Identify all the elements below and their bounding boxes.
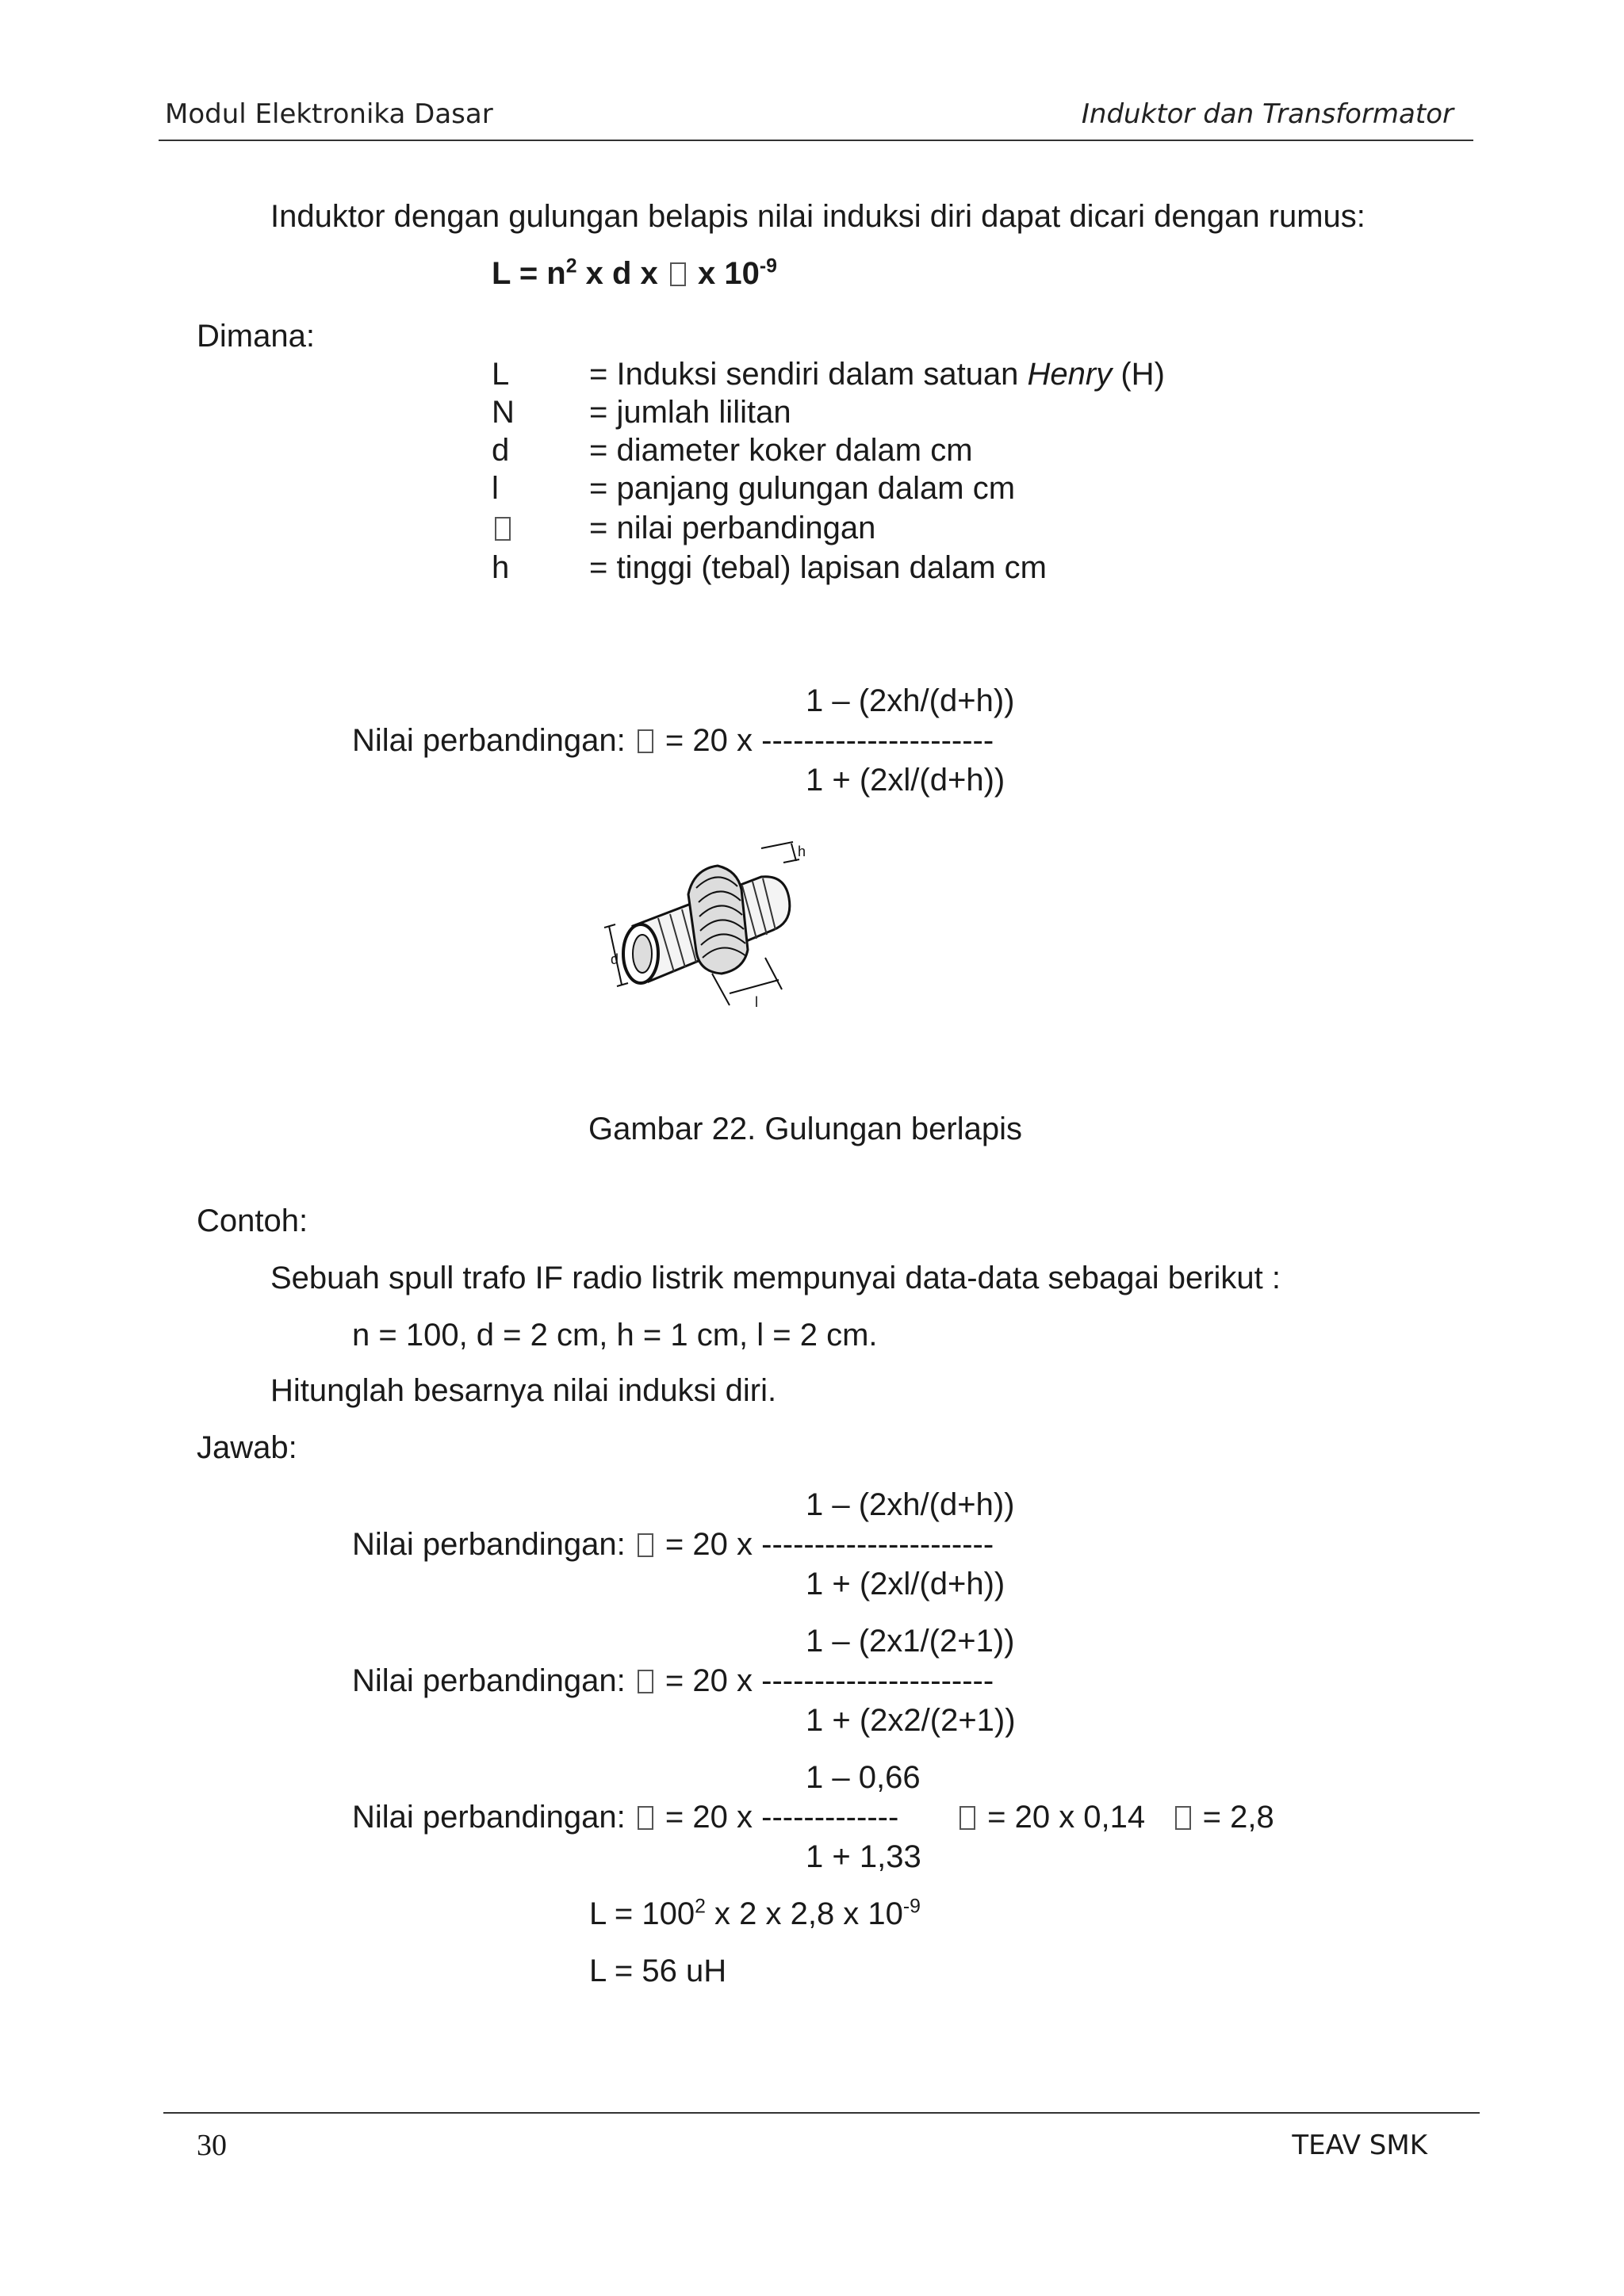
mu-symbol-icon bbox=[495, 517, 511, 541]
def-desc-h: = tinggi (tebal) lapisan dalam cm bbox=[589, 550, 1047, 585]
def-symbol-mu bbox=[492, 512, 514, 544]
solution-1-denominator: 1 + (2xl/(d+h)) bbox=[806, 1567, 1005, 1601]
def-symbol-N: N bbox=[492, 395, 515, 430]
solution-3-numerator: 1 – 0,66 bbox=[806, 1760, 921, 1795]
solution-2-denominator: 1 + (2x2/(2+1)) bbox=[806, 1703, 1016, 1738]
contoh-label: Contoh: bbox=[197, 1203, 308, 1238]
solution-3-extra: = 20 x 0,14 = 2,8 bbox=[956, 1801, 1274, 1833]
figure-label-l: l bbox=[755, 994, 758, 1010]
mu-symbol-icon bbox=[638, 1533, 653, 1557]
mu-symbol-icon bbox=[638, 1806, 653, 1830]
solution-1-numerator: 1 – (2xh/(d+h)) bbox=[806, 1487, 1015, 1522]
mu-symbol-icon bbox=[638, 1670, 653, 1693]
layered-coil-figure bbox=[603, 839, 841, 1045]
ratio-denominator: 1 + (2xl/(d+h)) bbox=[806, 763, 1005, 798]
def-desc-N: = jumlah lilitan bbox=[589, 395, 791, 430]
mu-symbol-icon bbox=[1175, 1806, 1191, 1830]
def-desc-d: = diameter koker dalam cm bbox=[589, 433, 973, 468]
dimana-label: Dimana: bbox=[197, 319, 315, 354]
footer-right: TEAV SMK bbox=[1292, 2130, 1427, 2161]
def-symbol-L: L bbox=[492, 357, 510, 392]
solution-1-line: Nilai perbandingan: = 20 x ---------------------- bbox=[352, 1527, 994, 1562]
def-desc-L: = Induksi sendiri dalam satuan Henry (H) bbox=[589, 357, 1165, 392]
mu-symbol-icon bbox=[638, 729, 653, 753]
solution-3-line: Nilai perbandingan: = 20 x ------------- bbox=[352, 1800, 899, 1835]
figure-caption: Gambar 22. Gulungan berlapis bbox=[588, 1112, 1022, 1146]
def-symbol-h: h bbox=[492, 550, 510, 585]
figure-label-d: d bbox=[611, 951, 619, 967]
intro-text: Induktor dengan gulungan belapis nilai induksi diri dapat dicari dengan rumus: bbox=[270, 199, 1365, 234]
mu-symbol-icon bbox=[670, 262, 686, 286]
result-1: $L = 100^2$ x 2 x 2,8 x $10^{-9}$ bbox=[589, 1896, 921, 1931]
header-rule bbox=[159, 140, 1473, 141]
header-left: Modul Elektronika Dasar bbox=[165, 98, 493, 130]
result-2: L = 56 uH bbox=[589, 1954, 727, 1988]
solution-3-denominator: 1 + 1,33 bbox=[806, 1839, 921, 1874]
header-right: Induktor dan Transformator bbox=[1081, 98, 1454, 130]
footer-rule bbox=[163, 2112, 1480, 2114]
figure-label-h: h bbox=[798, 844, 806, 859]
example-data: n = 100, d = 2 cm, h = 1 cm, l = 2 cm. bbox=[352, 1318, 878, 1353]
solution-2-numerator: 1 – (2x1/(2+1)) bbox=[806, 1624, 1015, 1659]
def-symbol-d: d bbox=[492, 433, 510, 468]
example-question: Hitunglah besarnya nilai induksi diri. bbox=[270, 1373, 777, 1408]
def-desc-mu: = nilai perbandingan bbox=[589, 511, 876, 545]
ratio-numerator: 1 – (2xh/(d+h)) bbox=[806, 683, 1015, 718]
mu-symbol-icon bbox=[959, 1806, 975, 1830]
main-formula: $L = n^2$ x d x x $10^{-9}$ bbox=[492, 255, 777, 291]
solution-2-line: Nilai perbandingan: = 20 x ---------------------- bbox=[352, 1663, 994, 1698]
example-problem: Sebuah spull trafo IF radio listrik mempunyai data-data sebagai berikut : bbox=[270, 1261, 1281, 1295]
def-symbol-l: l bbox=[492, 471, 499, 506]
page-number: 30 bbox=[197, 2129, 227, 2162]
ratio-line: Nilai perbandingan: = 20 x ---------------------- bbox=[352, 723, 994, 758]
def-desc-l: = panjang gulungan dalam cm bbox=[589, 471, 1016, 506]
jawab-label: Jawab: bbox=[197, 1430, 297, 1465]
